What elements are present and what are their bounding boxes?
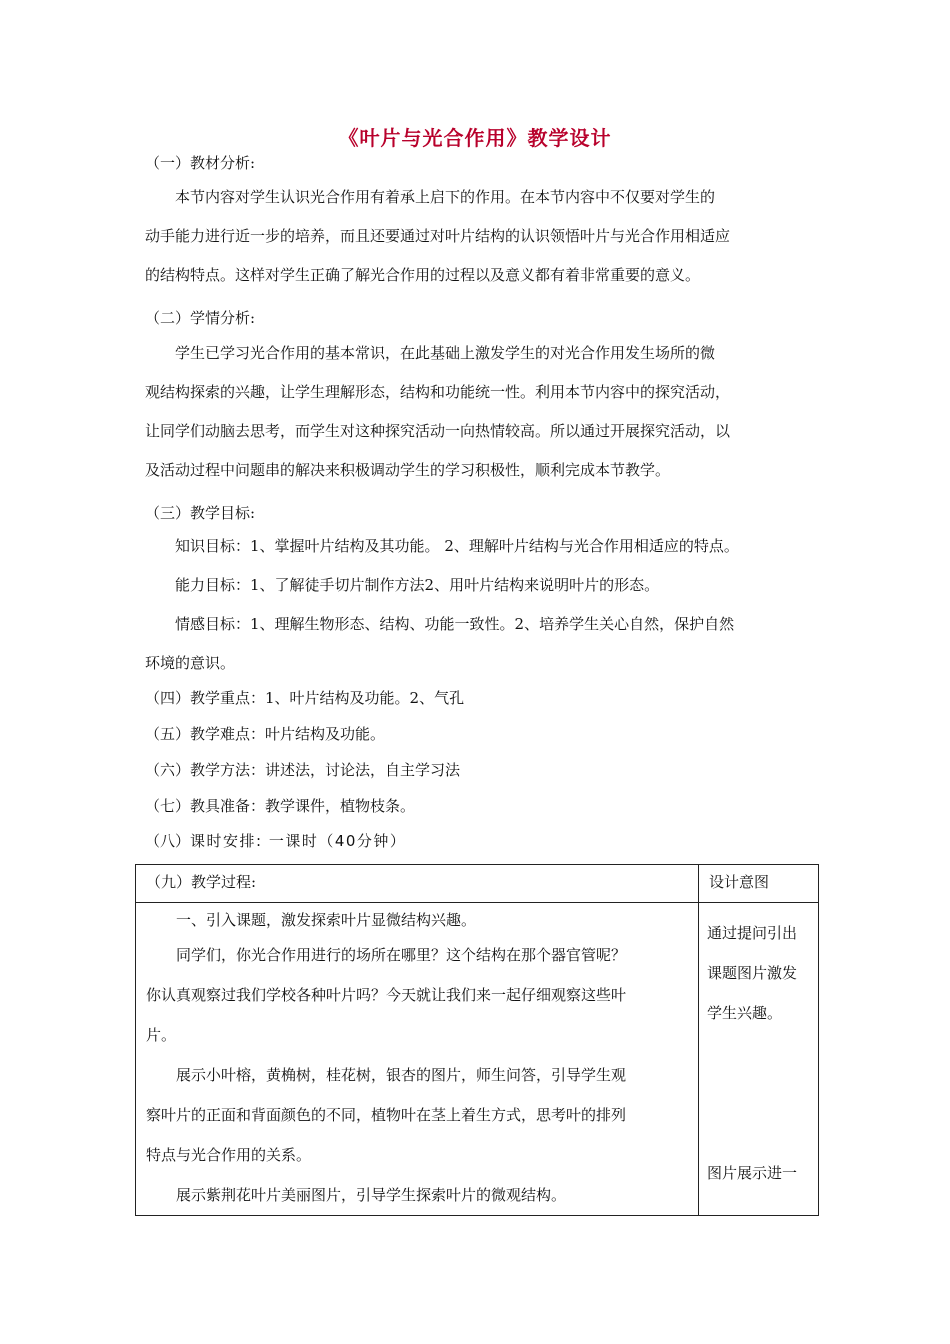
- section-heading-student-analysis: （二）学情分析:: [145, 309, 256, 327]
- section-key-points: （四）教学重点：1、叶片结构及功能。2、气孔: [145, 689, 465, 707]
- process-line: 展示紫荆花叶片美丽图片，引导学生探索叶片的微观结构。: [176, 1186, 567, 1204]
- section-heading-teaching-goals: （三）教学目标:: [145, 504, 256, 522]
- paragraph-line: 的结构特点。这样对学生正确了解光合作用的过程以及意义都有着非常重要的意义。: [145, 266, 701, 284]
- paragraph-line: 观结构探索的兴趣，让学生理解形态，结构和功能统一性。利用本节内容中的探究活动，: [145, 383, 731, 401]
- document-title: 《叶片与光合作用》教学设计: [338, 126, 612, 150]
- intent-line: 课题图片激发: [707, 964, 798, 982]
- paragraph-material-analysis: [145, 178, 805, 295]
- goal-emotion-cont: 环境的意识。: [145, 654, 236, 672]
- intent-line: 学生兴趣。: [707, 1004, 783, 1022]
- paragraph-teaching-goals: [145, 527, 805, 683]
- table-header-row: [136, 865, 819, 903]
- goal-knowledge: 知识目标：1、掌握叶片结构及其功能。 2、理解叶片结构与光合作用相适应的特点。: [175, 537, 739, 555]
- intent-line-bottom: 图片展示进一: [707, 1164, 798, 1182]
- goal-emotion: 情感目标：1、理解生物形态、结构、功能一致性。2、培养学生关心自然，保护自然: [175, 615, 735, 633]
- header-cell-process: [136, 865, 699, 903]
- paragraph-line: 让同学们动脑去思考，而学生对这种探究活动一向热情较高。所以通过开展探究活动，以: [145, 422, 731, 440]
- process-line: 察叶片的正面和背面颜色的不同，植物叶在茎上着生方式，思考叶的排列: [146, 1106, 627, 1124]
- goal-ability: 能力目标：1、了解徒手切片制作方法2、用叶片结构来说明叶片的形态。: [175, 576, 660, 594]
- process-line: 同学们，你光合作用进行的场所在哪里？这个结构在那个器官管呢？: [176, 946, 627, 964]
- process-line: 展示小叶榕，黄桷树，桂花树，银杏的图片，师生问答，引导学生观: [176, 1066, 627, 1084]
- section-methods: （六）教学方法：讲述法，讨论法，自主学习法: [145, 761, 461, 779]
- paragraph-line: 本节内容对学生认识光合作用有着承上启下的作用。在本节内容中不仅要对学生的: [175, 188, 716, 206]
- teaching-process-table: [135, 864, 819, 1216]
- header-intent-label: 设计意图: [709, 873, 770, 891]
- section-schedule: [145, 830, 406, 851]
- intent-cell: [699, 903, 819, 1216]
- header-process-label: （九）教学过程:: [146, 873, 257, 891]
- paragraph-line: 动手能力进行近一步的培养，而且还要通过对叶片结构的认识领悟叶片与光合作用相适应: [145, 227, 731, 245]
- paragraph-line: 及活动过程中问题串的解决来积极调动学生的学习积极性，顺利完成本节教学。: [145, 461, 671, 479]
- schedule-text: 课时安排: 一课时（40分钟）: [190, 832, 407, 850]
- process-line: 一、引入课题，激发探索叶片显微结构兴趣。: [176, 911, 477, 929]
- schedule-prefix: （八）: [145, 832, 191, 850]
- header-cell-intent: [699, 865, 819, 903]
- section-materials: （七）教具准备：教学课件，植物枝条。: [145, 797, 416, 815]
- paragraph-line: 学生已学习光合作用的基本常识，在此基础上激发学生的对光合作用发生场所的微: [175, 344, 716, 362]
- process-line: 片。: [146, 1026, 177, 1044]
- section-difficulties: （五）教学难点：叶片结构及功能。: [145, 725, 386, 743]
- process-line: 特点与光合作用的关系。: [146, 1146, 312, 1164]
- paragraph-student-analysis: [145, 334, 805, 490]
- process-line: 你认真观察过我们学校各种叶片吗？今天就让我们来一起仔细观察这些叶: [146, 986, 627, 1004]
- process-cell: [136, 903, 699, 1216]
- section-heading-material-analysis: （一）教材分析:: [145, 154, 256, 172]
- table-row: [136, 903, 819, 1216]
- intent-line: 通过提问引出: [707, 924, 798, 942]
